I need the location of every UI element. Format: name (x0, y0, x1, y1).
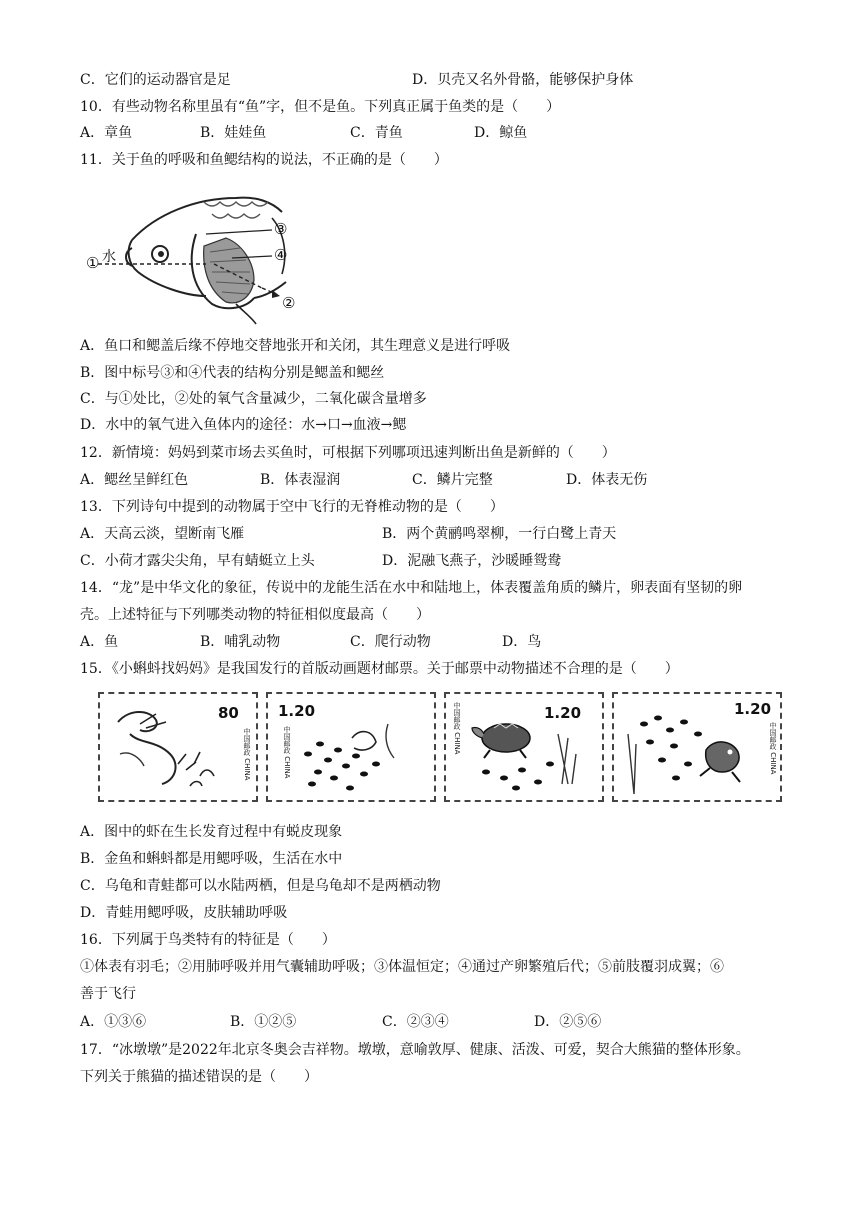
q16-option-a: A．①③⑥ (80, 1014, 147, 1030)
q14-option-a: A．鱼 (80, 634, 119, 650)
q15-option-c: C．乌龟和青蛙都可以水陆两栖，但是乌龟却不是两栖动物 (80, 878, 441, 894)
q16-items-line2: 善于飞行 (80, 986, 136, 1002)
q10-option-a: A．章鱼 (80, 125, 133, 141)
stamp-2 (266, 692, 436, 802)
q10-option-b: B．娃娃鱼 (200, 125, 267, 141)
q16-option-d: D．②⑤⑥ (534, 1014, 602, 1030)
stamp-3 (444, 692, 604, 802)
q9-option-c: C．它们的运动器官是足 (80, 72, 231, 88)
stamp-strip (98, 692, 782, 802)
q14-stem-line2: 壳。上述特征与下列哪类动物的特征相似度最高（ ） (80, 607, 430, 623)
q15-option-a: A．图中的虾在生长发育过程中有蜕皮现象 (80, 824, 343, 840)
q11-option-c: C．与①处比，②处的氧气含量减少，二氧化碳含量增多 (80, 391, 427, 407)
q15-stem: 15．《小蝌蚪找妈妈》是我国发行的首版动画题材邮票。关于邮票中动物描述不合理的是（ ） (80, 661, 679, 677)
q11-option-b: B．图中标号③和④代表的结构分别是鳃盖和鳃丝 (80, 365, 385, 381)
q13-option-b: B．两个黄鹂鸣翠柳，一行白鹭上青天 (382, 526, 617, 542)
label-water: 水 (102, 249, 116, 265)
q13-option-c: C．小荷才露尖尖角，早有蜻蜓立上头 (80, 553, 315, 569)
stamp-4-price: 1.20 (734, 700, 772, 718)
q15-option-d: D．青蛙用鳃呼吸，皮肤辅助呼吸 (80, 905, 288, 921)
stamp-4 (612, 692, 782, 802)
q13-option-a: A．天高云淡，望断南飞雁 (80, 526, 245, 542)
q11-stem: 11．关于鱼的呼吸和鱼鳃结构的说法，不正确的是（ ） (80, 152, 448, 168)
q16-stem: 16．下列属于鸟类特有的特征是（ ） (80, 932, 336, 948)
q12-stem: 12．新情境：妈妈到菜市场去买鱼时，可根据下列哪项迅速判断出鱼是新鲜的（ ） (80, 445, 616, 461)
label-3: ③ (274, 220, 288, 238)
q12-option-b: B．体表湿润 (260, 472, 341, 488)
label-1: ① (86, 254, 100, 272)
q10-stem: 10．有些动物名称里虽有“鱼”字，但不是鱼。下列真正属于鱼类的是（ ） (80, 99, 561, 115)
stamp-3-price: 1.20 (544, 704, 582, 722)
q10-option-c: C．青鱼 (350, 125, 403, 141)
q16-option-c: C．②③④ (382, 1014, 449, 1030)
stamp-3-country: 中国邮政 CHINA (453, 702, 461, 755)
fish-gill-figure (76, 178, 306, 326)
stamp-1-price: 80 (218, 704, 239, 722)
q17-stem-line2: 下列关于熊猫的描述错误的是（ ） (80, 1069, 318, 1085)
stamp-2-country: 中国邮政 CHINA (283, 726, 291, 779)
q14-option-c: C．爬行动物 (350, 634, 431, 650)
stamp-1-country: 中国邮政 CHINA (243, 728, 251, 781)
q10-option-d: D．鲸鱼 (474, 125, 528, 141)
q11-option-d: D．水中的氧气进入鱼体内的途径：水→口→血液→鳃 (80, 417, 407, 433)
q9-option-d: D．贝壳又名外骨骼，能够保护身体 (412, 72, 634, 88)
label-4: ④ (274, 246, 288, 264)
label-2: ② (282, 294, 296, 312)
stamp-2-price: 1.20 (278, 702, 316, 720)
q16-option-b: B．①②⑤ (230, 1014, 297, 1030)
q16-items-line1: ①体表有羽毛；②用肺呼吸并用气囊辅助呼吸；③体温恒定；④通过产卵繁殖后代；⑤前肢覆羽成翼；⑥ (80, 959, 724, 975)
q14-option-b: B．哺乳动物 (200, 634, 281, 650)
stamp-4-country: 中国邮政 CHINA (769, 722, 777, 775)
q14-stem-line1: 14．“龙”是中华文化的象征，传说中的龙能生活在水中和陆地上，体表覆盖角质的鳞片，卵表面有坚韧的卵 (80, 580, 743, 596)
q13-option-d: D．泥融飞燕子，沙暖睡鸳鸯 (382, 553, 562, 569)
q17-stem-line1: 17．“冰墩墩”是2022年北京冬奥会吉祥物。墩墩，意喻敦厚、健康、活泼、可爱，契合大熊猫的整体形象。 (80, 1042, 750, 1058)
q12-option-a: A．鳃丝呈鲜红色 (80, 472, 189, 488)
q15-option-b: B．金鱼和蝌蚪都是用鳃呼吸，生活在水中 (80, 851, 343, 867)
q14-option-d: D．鸟 (502, 634, 542, 650)
q11-option-a: A．鱼口和鳃盖后缘不停地交替地张开和关闭，其生理意义是进行呼吸 (80, 338, 511, 354)
q12-option-d: D．体表无伤 (566, 472, 648, 488)
stamp-1 (98, 692, 258, 802)
q12-option-c: C．鳞片完整 (412, 472, 493, 488)
q13-stem: 13．下列诗句中提到的动物属于空中飞行的无脊椎动物的是（ ） (80, 499, 504, 515)
